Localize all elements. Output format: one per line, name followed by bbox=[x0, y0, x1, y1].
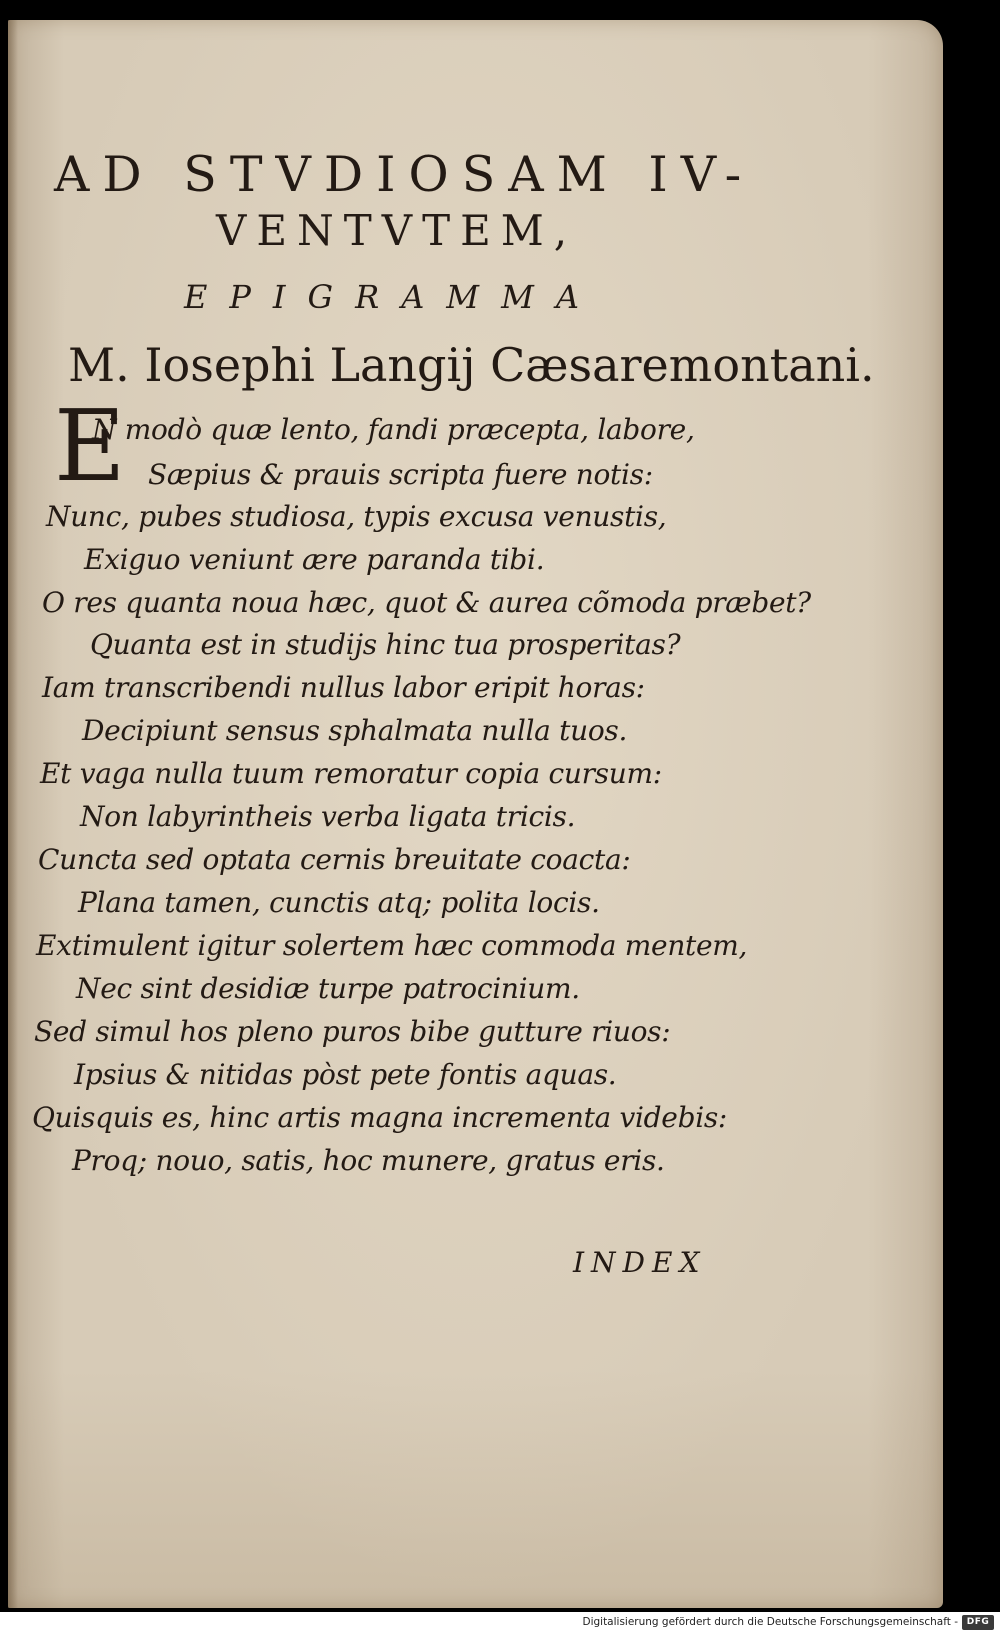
verse-line-5: O res quanta noua hæc, quot & aurea cõmoda præbet? bbox=[42, 586, 811, 619]
verse-line-4: Exiguo veniunt ære paranda tibi. bbox=[84, 543, 545, 576]
author-line: M. Iosephi Langij Cæsaremontani. bbox=[68, 338, 875, 392]
verse-line-9: Et vaga nulla tuum remoratur copia cursum: bbox=[40, 757, 662, 790]
verse-line-14: Nec sint desidiæ turpe patrocinium. bbox=[76, 972, 580, 1005]
title-line-2: VENTVTEM, bbox=[216, 206, 578, 255]
verse-line-7: Iam transcribendi nullus labor eripit horas: bbox=[42, 671, 645, 704]
title-line-1: AD STVDIOSAM IV- bbox=[54, 146, 755, 203]
verse-line-10: Non labyrintheis verba ligata tricis. bbox=[80, 800, 576, 833]
verse-line-6: Quanta est in studijs hinc tua prosperitas? bbox=[90, 628, 681, 661]
dfg-logo[interactable]: DFG bbox=[962, 1615, 994, 1630]
verse-line-16: Ipsius & nitidas pòst pete fontis aquas. bbox=[74, 1058, 617, 1091]
verse-line-11: Cuncta sed optata cernis breuitate coacta: bbox=[38, 843, 631, 876]
verse-line-3: Nunc, pubes studiosa, typis excusa venustis, bbox=[46, 500, 667, 533]
epigram-heading: EPIGRAMMA bbox=[184, 278, 601, 316]
digitization-footer bbox=[0, 1612, 1000, 1635]
catchword: INDEX bbox=[573, 1246, 707, 1279]
verse-line-13: Extimulent igitur solertem hæc commoda mentem, bbox=[36, 929, 748, 962]
funding-notice: Digitalisierung gefördert durch die Deutsche Forschungsgemeinschaft - bbox=[582, 1616, 958, 1628]
verse-line-1: N modò quæ lento, fandi præcepta, labore, bbox=[92, 413, 695, 446]
verse-line-8: Decipiunt sensus sphalmata nulla tuos. bbox=[82, 714, 628, 747]
drop-cap: E bbox=[54, 390, 126, 504]
page-spine-shadow bbox=[8, 20, 18, 1608]
verse-line-17: Quisquis es, hinc artis magna incrementa videbis: bbox=[32, 1101, 728, 1134]
book-page bbox=[8, 20, 943, 1608]
verse-line-12: Plana tamen, cunctis atq; polita locis. bbox=[78, 886, 600, 919]
verse-line-15: Sed simul hos pleno puros bibe gutture riuos: bbox=[34, 1015, 671, 1048]
verse-line-18: Proq; nouo, satis, hoc munere, gratus eris. bbox=[72, 1144, 665, 1177]
verse-line-2: Sæpius & prauis scripta fuere notis: bbox=[148, 458, 653, 491]
